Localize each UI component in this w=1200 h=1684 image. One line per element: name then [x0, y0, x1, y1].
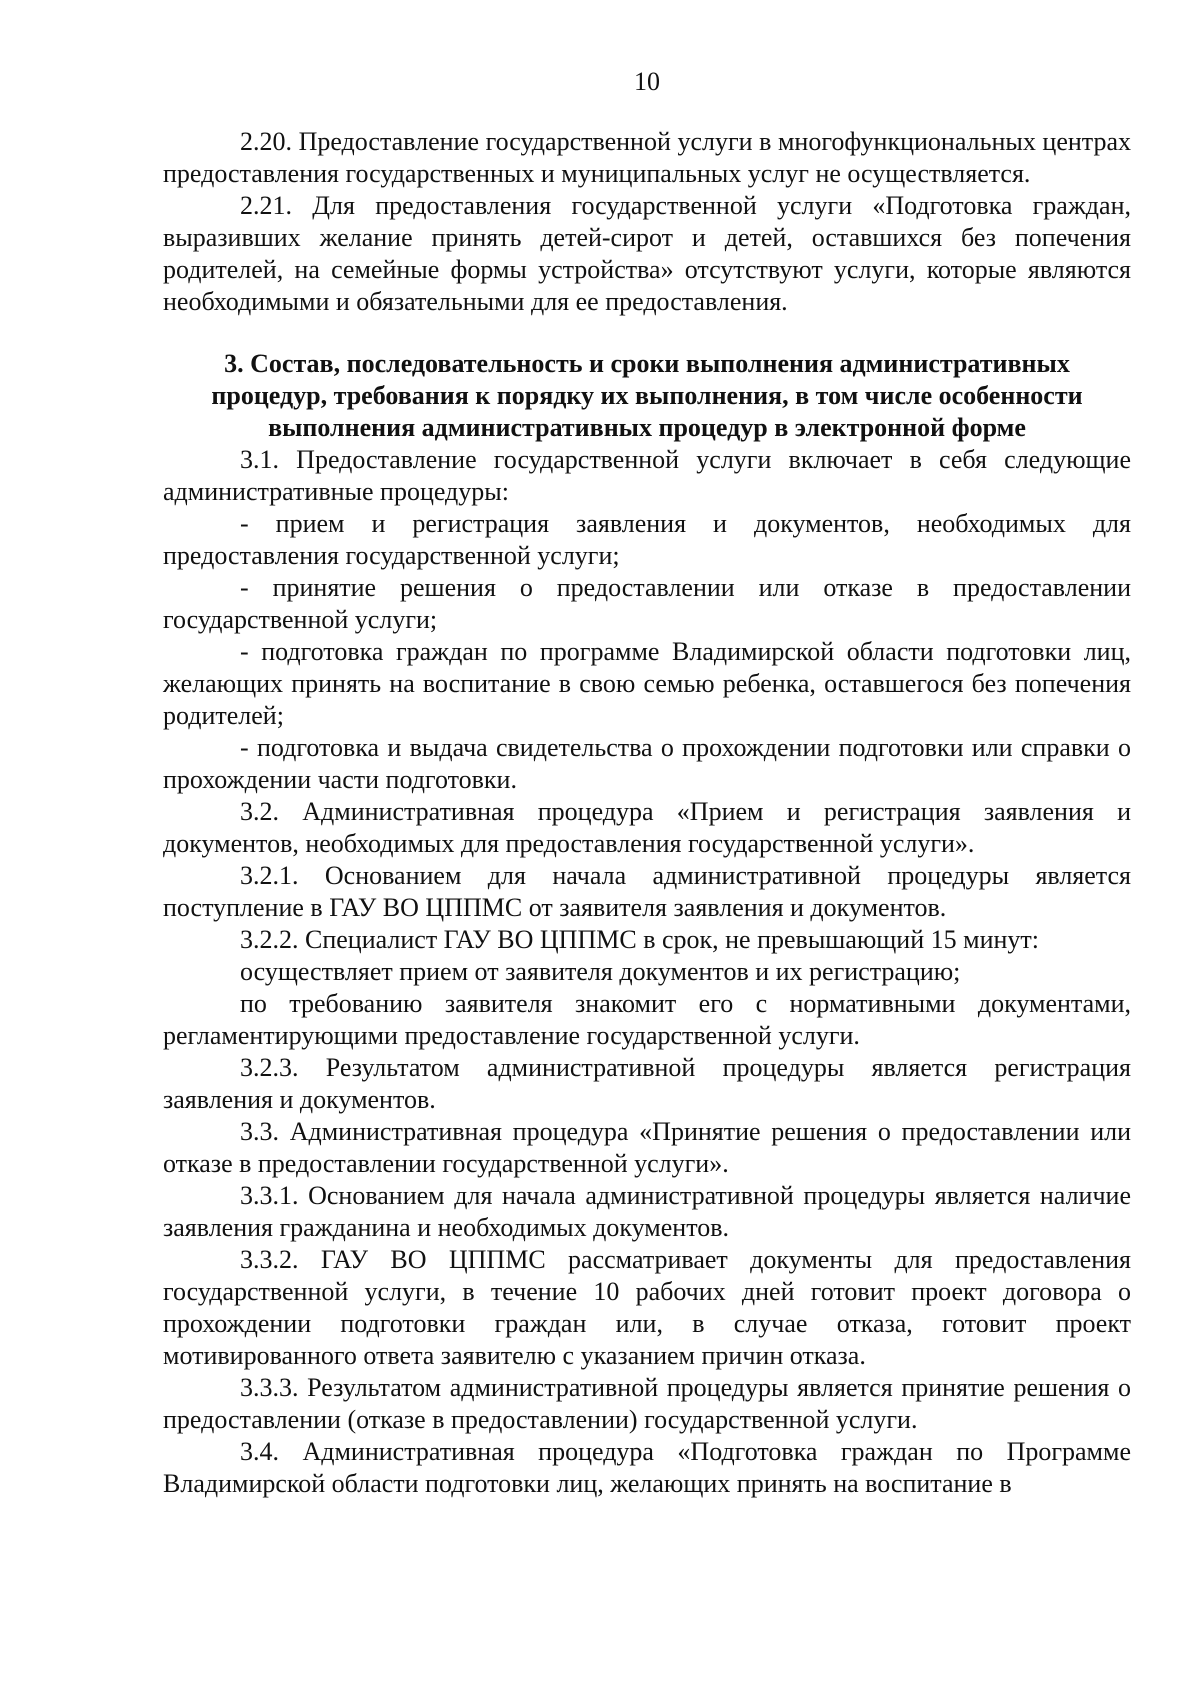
- paragraph-3-1: 3.1. Предоставление государственной услуги включает в себя следующие административные процедуры:: [163, 445, 1131, 506]
- paragraph-3-3: 3.3. Административная процедура «Принятие решения о предоставлении или отказе в предоставлении государственной услуги».: [163, 1117, 1131, 1178]
- section-heading-line-2: процедур, требования к порядку их выполнения, в том числе особенности: [211, 381, 1083, 410]
- list-item-reception: - прием и регистрация заявления и документов, необходимых для предоставления государственной услуги;: [163, 509, 1131, 570]
- list-item-certificate: - подготовка и выдача свидетельства о прохождении подготовки или справки о прохождении части подготовки.: [163, 733, 1131, 794]
- paragraph-3-2-3: 3.2.3. Результатом административной процедуры является регистрация заявления и документов.: [163, 1053, 1131, 1114]
- paragraph-3-2-2: 3.2.2. Специалист ГАУ ВО ЦППМС в срок, не превышающий 15 минут:: [240, 925, 1039, 954]
- paragraph-3-2-2-a: осуществляет прием от заявителя документов и их регистрацию;: [240, 957, 961, 986]
- paragraph-3-4: 3.4. Административная процедура «Подготовка граждан по Программе Владимирской области подготовки лиц, желающих принять на воспитание в: [163, 1437, 1131, 1498]
- list-item-training: - подготовка граждан по программе Владимирской области подготовки лиц, желающих принять на воспитание в свою семью ребенка, оставшегося без попечения родителей;: [163, 637, 1131, 730]
- paragraph-2-21: 2.21. Для предоставления государственной услуги «Подготовка граждан, выразивших желание принять детей-сирот и детей, оставшихся без попечения родителей, на семейные формы устройства» отсутствуют услуги, которые являются необходимыми и обязательными для ее предоставления.: [163, 191, 1131, 316]
- paragraph-3-2: 3.2. Административная процедура «Прием и регистрация заявления и документов, необходимых для предоставления государственной услуги».: [163, 797, 1131, 858]
- paragraph-3-2-2-b: по требованию заявителя знакомит его с нормативными документами, регламентирующими предоставление государственной услуги.: [163, 989, 1131, 1050]
- paragraph-3-3-1: 3.3.1. Основанием для начала административной процедуры является наличие заявления гражданина и необходимых документов.: [163, 1181, 1131, 1242]
- paragraph-3-2-1: 3.2.1. Основанием для начала административной процедуры является поступление в ГАУ ВО ЦППМС от заявителя заявления и документов.: [163, 861, 1131, 922]
- paragraph-3-3-3: 3.3.3. Результатом административной процедуры является принятие решения о предоставлении (отказе в предоставлении) государственной услуги.: [163, 1373, 1131, 1434]
- paragraph-2-20: 2.20. Предоставление государственной услуги в многофункциональных центрах предоставления государственных и муниципальных услуг не осуществляется.: [163, 127, 1131, 188]
- section-heading-line-3: выполнения административных процедур в электронной форме: [268, 413, 1026, 442]
- section-heading: [163, 348, 1131, 444]
- list-item-decision: - принятие решения о предоставлении или отказе в предоставлении государственной услуги;: [163, 573, 1131, 634]
- page-number: 10: [634, 67, 660, 96]
- paragraph-3-3-2: 3.3.2. ГАУ ВО ЦППМС рассматривает документы для предоставления государственной услуги, в течение 10 рабочих дней готовит проект договора о прохождении подготовки граждан или, в случае отказа, готовит проект мотивированного ответа заявителю с указанием причин отказа.: [163, 1245, 1131, 1370]
- document-page: [163, 66, 1131, 1500]
- section-heading-line-1: 3. Состав, последовательность и сроки выполнения административных: [224, 349, 1070, 378]
